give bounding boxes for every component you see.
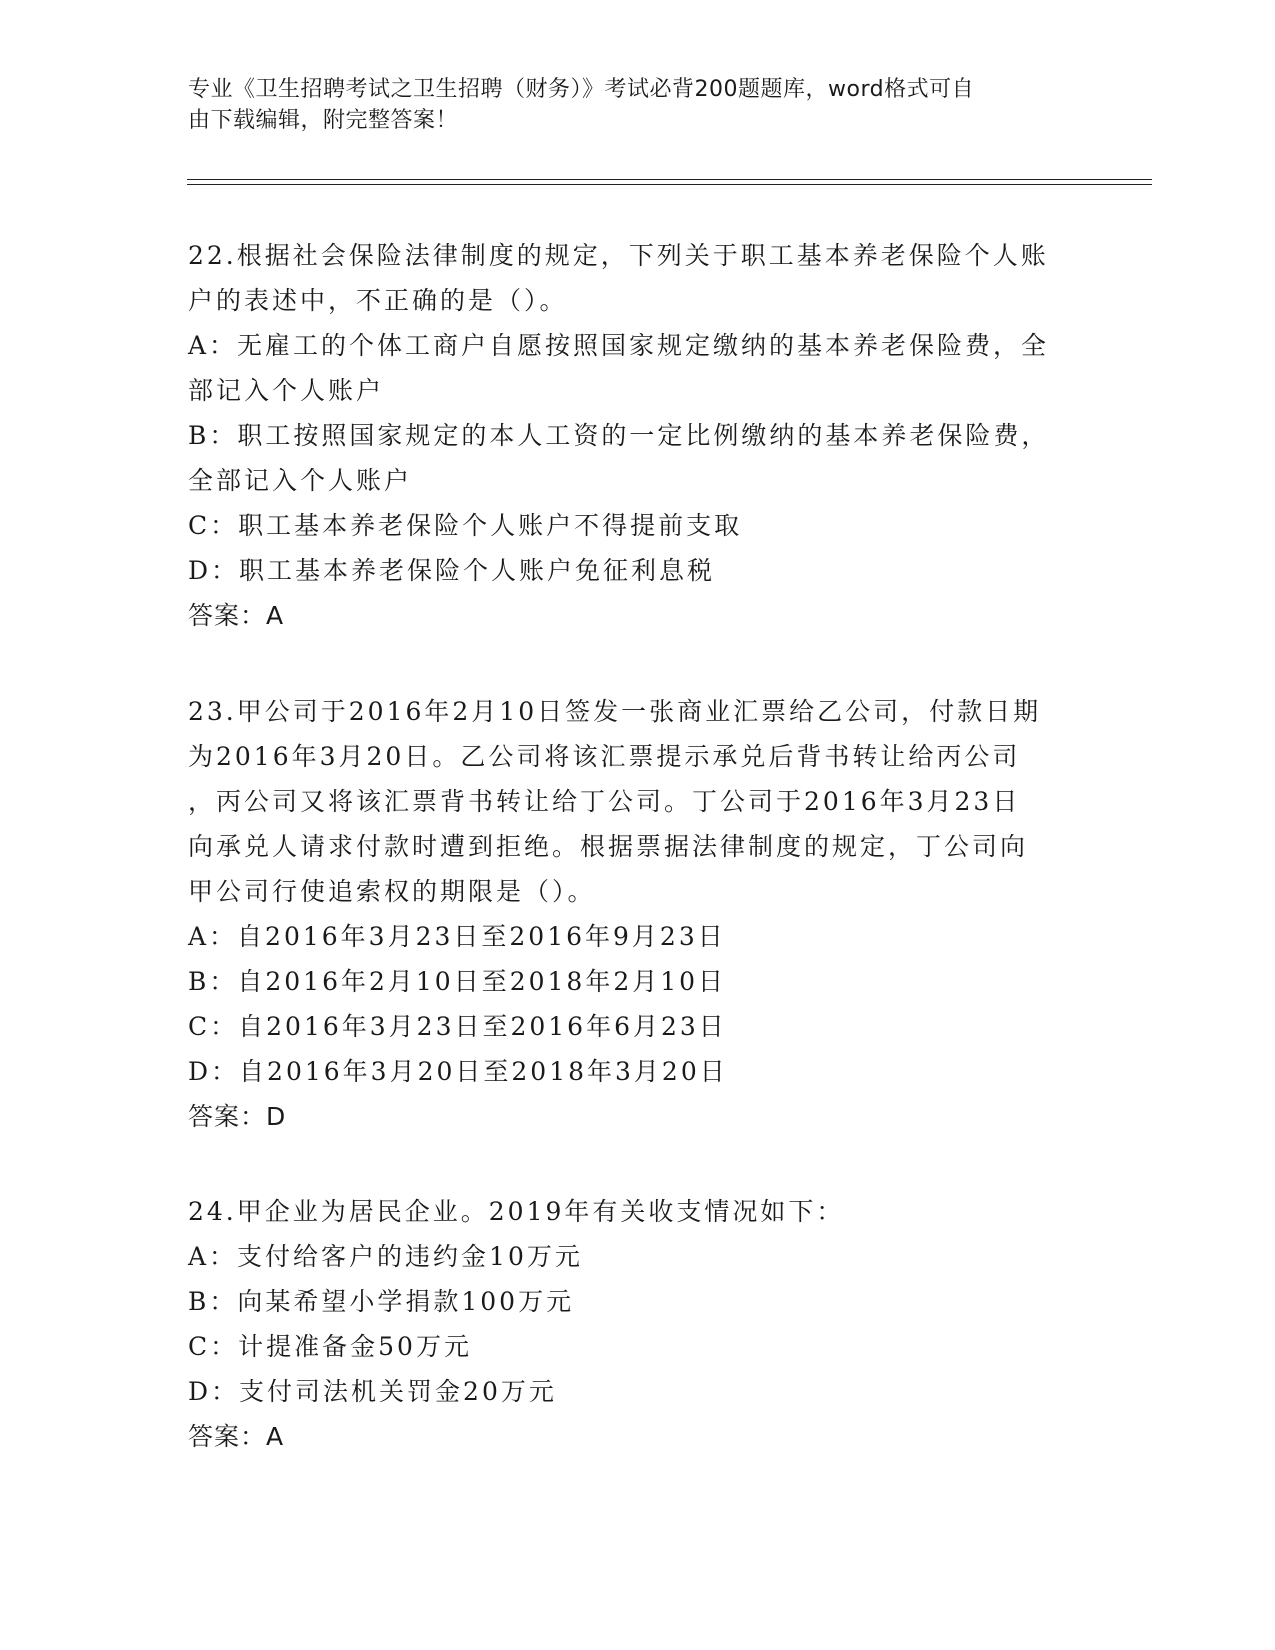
question-23: [188, 689, 1078, 1139]
document-header: [188, 74, 1068, 136]
option-d: D：职工基本养老保险个人账户免征利息税: [188, 556, 716, 585]
answer-label: 答案：A: [188, 1422, 285, 1451]
answer-label: 答案：A: [188, 601, 285, 630]
option-a: A：自2016年3月23日至2016年9月23日: [188, 922, 726, 951]
header-line-1: 专业《卫生招聘考试之卫生招聘（财务）》考试必背200题题库，word格式可自: [188, 77, 975, 102]
answer-label: 答案：D: [188, 1102, 287, 1131]
question-stem-line: 甲公司行使追索权的期限是（）。: [188, 877, 596, 906]
question-22: [188, 233, 1078, 638]
question-stem-line: 户的表述中，不正确的是（）。: [188, 286, 568, 315]
option-b: B：向某希望小学捐款100万元: [188, 1287, 575, 1316]
question-stem-line: ，丙公司又将该汇票背书转让给丁公司。丁公司于2016年3月23日: [188, 787, 1021, 816]
option-b-line: 全部记入个人账户: [188, 466, 413, 495]
option-b-line: B：职工按照国家规定的本人工资的一定比例缴纳的基本养老保险费，: [188, 421, 1050, 450]
question-24: [188, 1189, 1078, 1459]
question-stem-line: 22.根据社会保险法律制度的规定，下列关于职工基本养老保险个人账: [188, 241, 1049, 270]
option-d: D：支付司法机关罚金20万元: [188, 1377, 557, 1406]
option-a-line: 部记入个人账户: [188, 376, 385, 405]
option-a-line: A：无雇工的个体工商户自愿按照国家规定缴纳的基本养老保险费，全: [188, 331, 1050, 360]
question-stem-line: 23.甲公司于2016年2月10日签发一张商业汇票给乙公司，付款日期: [188, 697, 1042, 726]
question-stem-line: 24.甲企业为居民企业。2019年有关收支情况如下：: [188, 1197, 845, 1226]
question-stem-line: 为2016年3月20日。乙公司将该汇票提示承兑后背书转让给丙公司: [188, 742, 1021, 771]
option-d: D：自2016年3月20日至2018年3月20日: [188, 1057, 728, 1086]
header-divider-top: [187, 179, 1152, 180]
option-b: B：自2016年2月10日至2018年2月10日: [188, 967, 727, 996]
header-line-2: 由下载编辑，附完整答案！: [188, 108, 459, 133]
option-c: C：职工基本养老保险个人账户不得提前支取: [188, 511, 743, 540]
option-c: C：计提准备金50万元: [188, 1332, 472, 1361]
option-a: A：支付给客户的违约金10万元: [188, 1242, 583, 1271]
question-stem-line: 向承兑人请求付款时遭到拒绝。根据票据法律制度的规定，丁公司向: [188, 832, 1029, 861]
option-c: C：自2016年3月23日至2016年6月23日: [188, 1012, 727, 1041]
header-divider-bottom: [187, 184, 1152, 185]
